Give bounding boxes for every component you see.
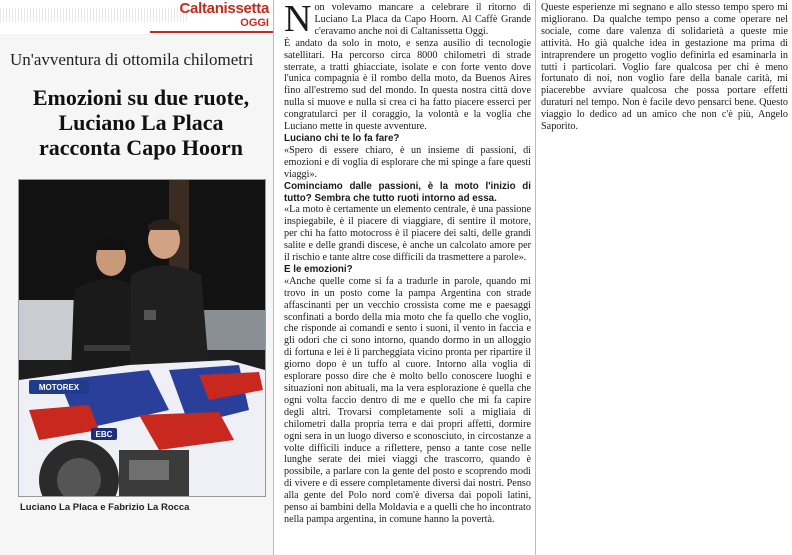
masthead-rule	[150, 31, 273, 33]
masthead-edition: OGGI	[240, 17, 269, 29]
lead-paragraph	[284, 2, 531, 38]
right-column	[541, 2, 788, 133]
masthead-city: Caltanissetta	[179, 0, 269, 17]
interview-question: Cominciamo dalle passioni, è la moto l'inizio di tutto? Sembra che tutto ruoti intorno ad essa.	[284, 180, 531, 204]
article-photo	[18, 179, 266, 497]
bike-brand-label: MOTOREX	[38, 383, 80, 392]
lead-text: on volevamo mancare a celebrare il ritorno di Luciano La Placa da Capo Hoorn. Al Caffè Grande c'eravamo anche noi di Caltanissetta Oggi.	[314, 2, 531, 37]
article-headline	[10, 85, 272, 160]
middle-column	[284, 2, 531, 526]
headline-line-1: Emozioni su due ruote,	[32, 85, 250, 110]
masthead	[0, 0, 273, 34]
interview-answer: «La moto è certamente un elemento centrale, è una passione inspiegabile, è il piacere di viaggiare, di sentire il motore, per chi ha fatto motocross è il piacere dei salti, delle grandi salite e delle grandi discese, è anche un calcolato amore per il rischio e tante altre cose difficili da trasmettere a parole».	[284, 204, 531, 264]
drop-cap: N	[284, 0, 312, 40]
column-divider-1	[273, 0, 274, 555]
photo-illustration	[19, 180, 265, 496]
interview-question: E le emozioni?	[284, 263, 353, 275]
body-paragraph: È andato da solo in moto, e senza ausilio di tecnologie satellitari. Ha percorso circa 8000 chilometri di strade sterrate, a tratti ghiacciate, isolate e con forte vento dove l'unica compagnia è il rombo della moto, da Buenos Aires fino all'estremo sud del mondo. In questa nostra città dove nulla si muove e nulla si crea ci ha fatto piacere esserci per congratularci per il coraggio, la volontà e la voglia che Luciano mette in queste avventure.	[284, 37, 531, 133]
headline-line-3: racconta Capo Hoorn	[38, 135, 244, 160]
masthead-texture	[0, 8, 188, 22]
interview-question: Luciano chi te lo fa fare?	[284, 132, 400, 144]
closing-paragraph: Queste esperienze mi segnano e allo stesso tempo spero mi migliorano. Da qualche tempo penso a come operare nel sociale, come dare valenza di solidarietà a queste mie attività. Ho già qualche idea in gestazione ma prima di intraprendere un progetto voglio definirla ed esaminarla in tutti i particolari. Voglio fare qualcosa per chi è meno fortunato di noi, non voglio fare della banale carità, mi piacerebbe avviare qualcosa che possa portare effetti duraturi nel tempo. Non è facile devo pensarci bene. Questo viaggio lo dedico ad un amico che non c'è più, Angelo Saporito.	[541, 2, 788, 133]
article-kicker: Un'avventura di ottomila chilometri	[10, 50, 254, 69]
interview-answer: «Spero di essere chiaro, è un insieme di passioni, di emozioni e di voglia di esplorare che mi spinge a fare questi viaggi».	[284, 144, 531, 180]
headline-line-2: Luciano La Placa	[58, 110, 224, 135]
bike-sticker-label: EBC	[95, 430, 113, 439]
photo-caption: Luciano La Placa e Fabrizio La Rocca	[20, 502, 190, 513]
left-column	[0, 0, 273, 555]
column-divider-2	[535, 0, 536, 555]
interview-answer: «Anche quelle come si fa a tradurle in parole, quando mi trovo in un posto come la pampa Argentina con strade affascinanti per un vecchio crossista come me e paesaggi sconfinati a bordo della mia moto che fa quello che voglio, che risponde ai comandi e sento i suoni, il vento in faccia e gli odori che ci sono intorno, quando dormo in un alloggio di fortuna e lei è lì parcheggiata vicino pronta per ripartire il giorno dopo è un tuffo al cuore. Intorno alla voglia di esplorare posso dire che è molto bello conoscere luoghi e situazioni non abituali, ma la vera esplorazione è quella che ogni volta faccio dentro di me e quello che mi fa capire degli altri. Trovarsi completamente soli a migliaia di chilometri dalla propria terra e dai propri affetti, dormire ogni sera in un luogo diverso e sconosciuto, in circostanze a volte difficili induce a riflettere, penso a tante cose nelle lunghe serate dei miei viaggi che trascorro, quando è possibile, a parlare con la gente del posto e scoprendo modi di vivere e di essere completamente diversi dai nostri. Penso alla gente del Polo nord com'è diversa dai popoli latini, penso ai bambini della Moldavia e a quelli che ho incontrato nella pampa argentina, in comune hanno la povertà.	[284, 275, 531, 525]
